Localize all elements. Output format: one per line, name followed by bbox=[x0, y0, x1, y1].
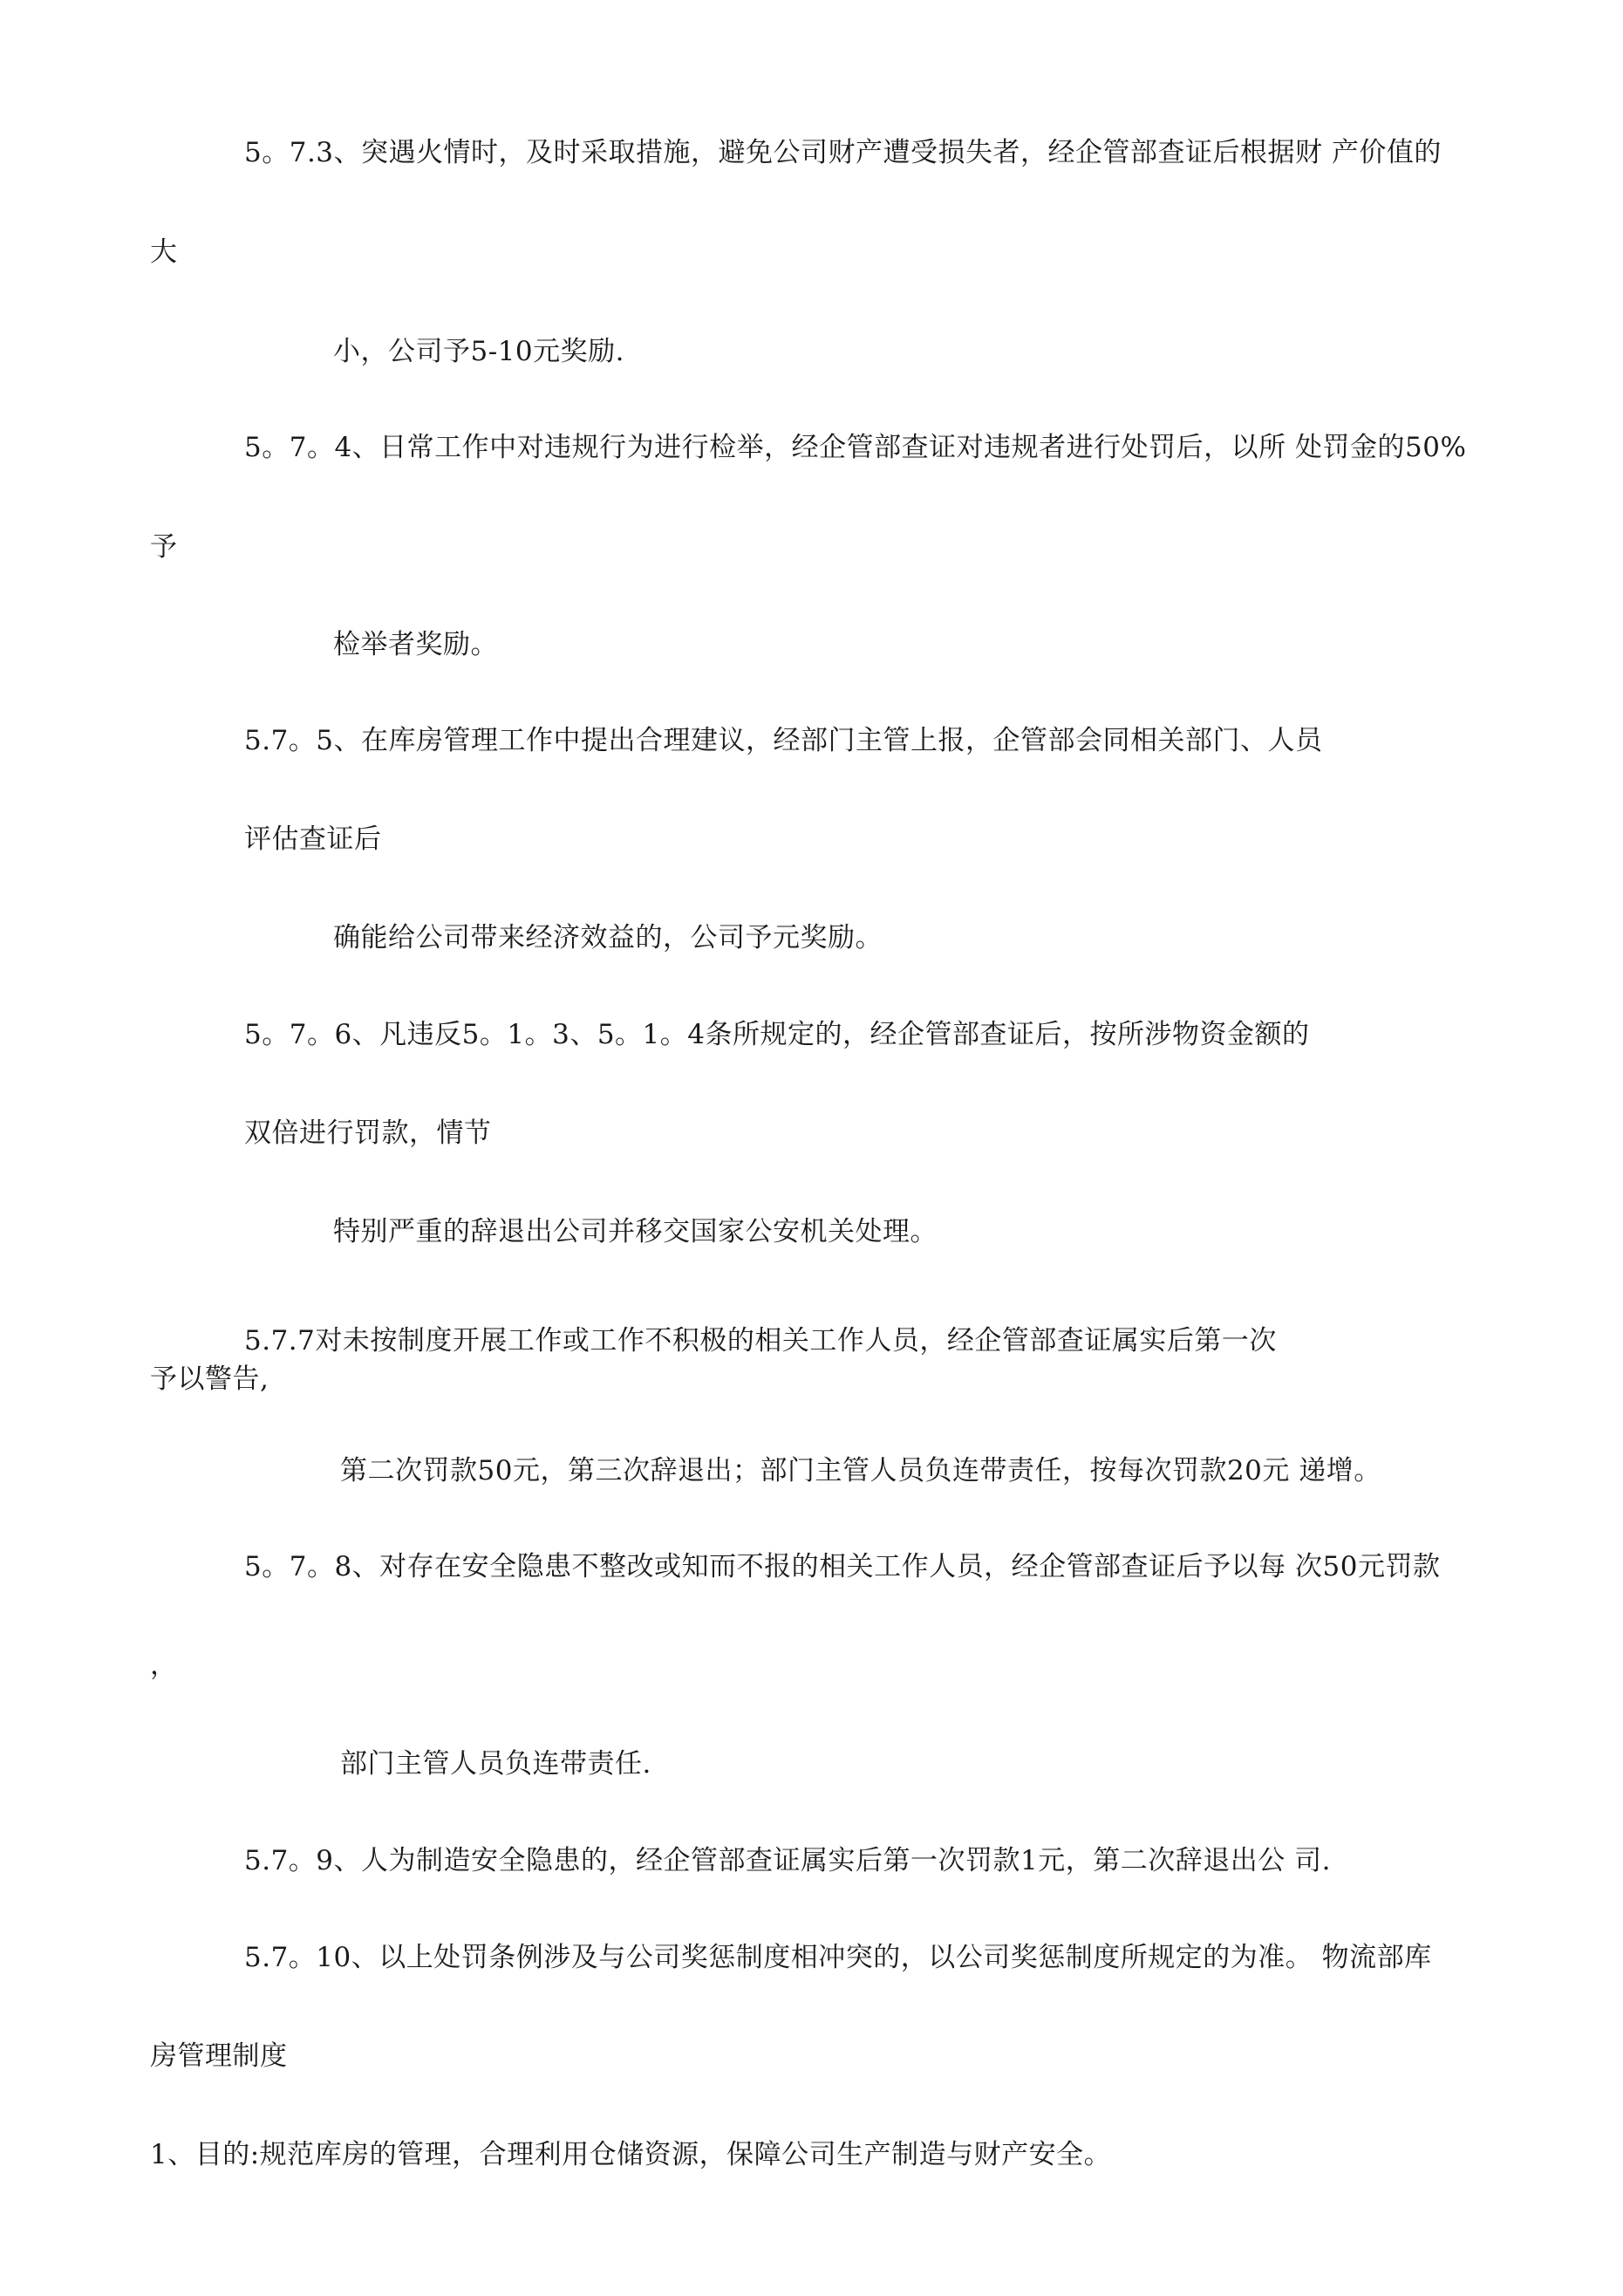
text-line: 5。7。4、日常工作中对违规行为进行检举，经企管部查证对违规者进行处罚后，以所 处罚金的50% bbox=[244, 432, 1467, 463]
text-line: 部门主管人员负连带责任. bbox=[340, 1748, 651, 1780]
text-line: 予以警告, bbox=[150, 1363, 269, 1395]
text-line: 予 bbox=[150, 531, 178, 563]
text-line: 5。7.3、突遇火情时，及时采取措施，避免公司财产遭受损失者，经企管部查证后根据财 产价值的 bbox=[244, 137, 1442, 168]
text-line: 5.7。9、人为制造安全隐患的，经企管部查证属实后第一次罚款1元，第二次辞退出公 司. bbox=[244, 1845, 1331, 1876]
text-line: 5.7。5、在库房管理工作中提出合理建议，经部门主管上报，企管部会同相关部门、人员 bbox=[244, 725, 1323, 756]
text-line: 双倍进行罚款，情节 bbox=[244, 1117, 492, 1149]
text-line: 确能给公司带来经济效益的，公司予元奖励。 bbox=[333, 922, 883, 953]
text-line: 第二次罚款50元，第三次辞退出；部门主管人员负连带责任，按每次罚款20元 递增。 bbox=[340, 1455, 1381, 1486]
text-line: 大 bbox=[150, 236, 178, 268]
text-line: 特别严重的辞退出公司并移交国家公安机关处理。 bbox=[333, 1216, 938, 1247]
text-line: 5。7。6、凡违反5。1。3、5。1。4条所规定的，经企管部查证后，按所涉物资金额的 bbox=[244, 1019, 1310, 1050]
text-line: 5.7.7对未按制度开展工作或工作不积极的相关工作人员，经企管部查证属实后第一次 bbox=[244, 1325, 1277, 1356]
text-line: 评估查证后 bbox=[244, 823, 382, 855]
text-line: 1、目的:规范库房的管理，合理利用仓储资源，保障公司生产制造与财产安全。 bbox=[150, 2139, 1112, 2170]
text-line: 房管理制度 bbox=[150, 2040, 288, 2072]
text-line: 检举者奖励。 bbox=[333, 629, 498, 660]
text-line: 5.7。10、以上处罚条例涉及与公司奖惩制度相冲突的，以公司奖惩制度所规定的为准。 物流部库 bbox=[244, 1942, 1432, 1973]
text-line: 小，公司予5-10元奖励. bbox=[333, 336, 624, 367]
text-line: 5。7。8、对存在安全隐患不整改或知而不报的相关工作人员，经企管部查证后予以每 次50元罚款 bbox=[244, 1551, 1441, 1582]
text-line: ， bbox=[150, 1650, 178, 1681]
